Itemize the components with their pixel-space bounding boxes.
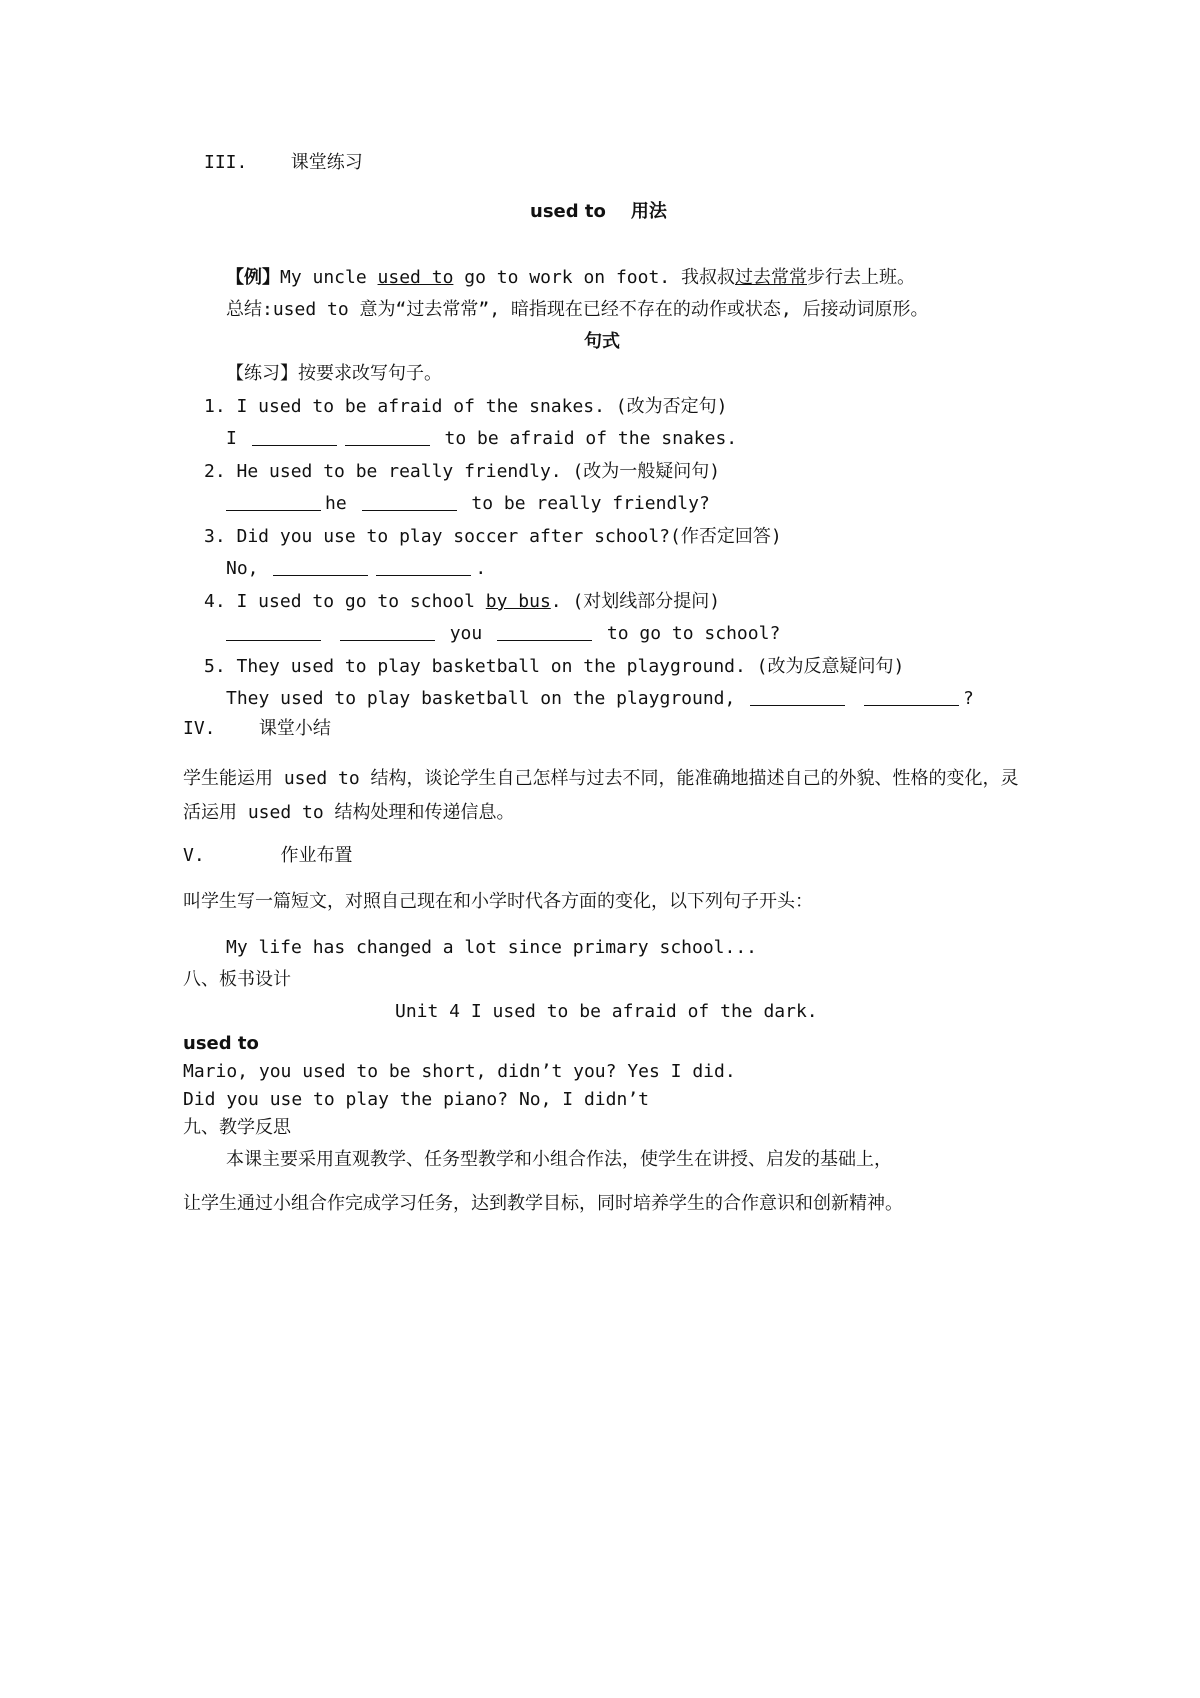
board-label: used to bbox=[183, 1033, 259, 1054]
section-v-body: 叫学生写一篇短文，对照自己现在和小学时代各方面的变化，以下列句子开头： bbox=[183, 891, 813, 912]
blank bbox=[750, 687, 845, 706]
question-4 bbox=[204, 589, 720, 615]
section-heading-9: 九、教学反思 bbox=[183, 1117, 291, 1138]
answer-3-pre: No, bbox=[226, 558, 259, 579]
answer-2-mid: he bbox=[325, 493, 347, 514]
question-3: 3. Did you use to play soccer after school?(作否定回答) bbox=[204, 526, 782, 547]
example-pre: My uncle bbox=[280, 267, 378, 288]
question-5: 5. They used to play basketball on the playground. (改为反意疑问句) bbox=[204, 656, 905, 677]
question-4-post: . (对划线部分提问) bbox=[550, 591, 721, 612]
question-2: 2. He used to be really friendly. (改为一般疑问句) bbox=[204, 461, 721, 482]
blank bbox=[273, 557, 368, 576]
answer-5 bbox=[226, 686, 974, 712]
board-line-2: Did you use to play the piano? No, I didn’t bbox=[183, 1089, 649, 1110]
answer-3 bbox=[226, 556, 486, 582]
question-1: 1. I used to be afraid of the snakes. (改为否定句) bbox=[204, 396, 728, 417]
blank bbox=[226, 492, 321, 511]
example-post: 步行去上班。 bbox=[806, 267, 915, 288]
answer-2-post: to be really friendly? bbox=[471, 493, 710, 514]
blank bbox=[376, 557, 471, 576]
example-underlined-used-to: used to bbox=[377, 267, 454, 288]
board-line-1: Mario, you used to be short, didn’t you? Yes I did. bbox=[183, 1061, 736, 1082]
board-unit-title: Unit 4 I used to be afraid of the dark. bbox=[395, 1001, 818, 1022]
section-heading-8: 八、板书设计 bbox=[183, 969, 291, 990]
answer-1-post: to be afraid of the snakes. bbox=[444, 428, 738, 449]
example-line bbox=[226, 265, 915, 291]
blank bbox=[345, 427, 430, 446]
question-4-underlined: by bus bbox=[485, 591, 551, 612]
pattern-title: 句式 bbox=[584, 331, 620, 352]
answer-1-pre: I bbox=[226, 428, 237, 449]
blank bbox=[497, 622, 592, 641]
section-heading-iv: IV. 课堂小结 bbox=[183, 718, 331, 739]
example-underlined-chinese: 过去常常 bbox=[734, 267, 807, 288]
answer-4-mid: you bbox=[449, 623, 483, 644]
section-iv-body: 学生能运用 used to 结构，谈论学生自己怎样与过去不同，能准确地描述自己的外貌、性格的变化，灵活运用 used to 结构处理和传递信息。 bbox=[183, 768, 1019, 823]
answer-5-post: ? bbox=[963, 688, 974, 709]
example-tag: 【例】 bbox=[226, 267, 280, 288]
blank bbox=[340, 622, 435, 641]
summary: 总结:used to 意为“过去常常”, 暗指现在已经不存在的动作或状态, 后接动词原形。 bbox=[226, 299, 929, 320]
blank bbox=[226, 622, 321, 641]
used-to-title: used to 用法 bbox=[530, 201, 667, 222]
answer-1 bbox=[226, 426, 737, 452]
answer-2 bbox=[226, 491, 710, 517]
section-heading-v: V. 作业布置 bbox=[183, 845, 353, 866]
section-heading-iii: III. 课堂练习 bbox=[204, 152, 363, 173]
blank bbox=[252, 427, 337, 446]
exercise-intro: 【练习】按要求改写句子。 bbox=[226, 363, 442, 384]
section-v-sentence: My life has changed a lot since primary school... bbox=[226, 937, 758, 958]
question-4-pre: 4. I used to go to school bbox=[204, 591, 486, 612]
answer-5-pre: They used to play basketball on the playground, bbox=[226, 688, 736, 709]
reflection-line-1: 本课主要采用直观教学、任务型教学和小组合作法，使学生在讲授、启发的基础上， bbox=[226, 1149, 892, 1170]
example-mid: go to work on foot. 我叔叔 bbox=[453, 267, 735, 288]
blank bbox=[864, 687, 959, 706]
answer-4 bbox=[226, 621, 780, 647]
reflection-line-2: 让学生通过小组合作完成学习任务，达到教学目标，同时培养学生的合作意识和创新精神。 bbox=[183, 1193, 903, 1214]
answer-4-post: to go to school? bbox=[606, 623, 781, 644]
answer-3-post: . bbox=[475, 558, 487, 579]
blank bbox=[362, 492, 457, 511]
